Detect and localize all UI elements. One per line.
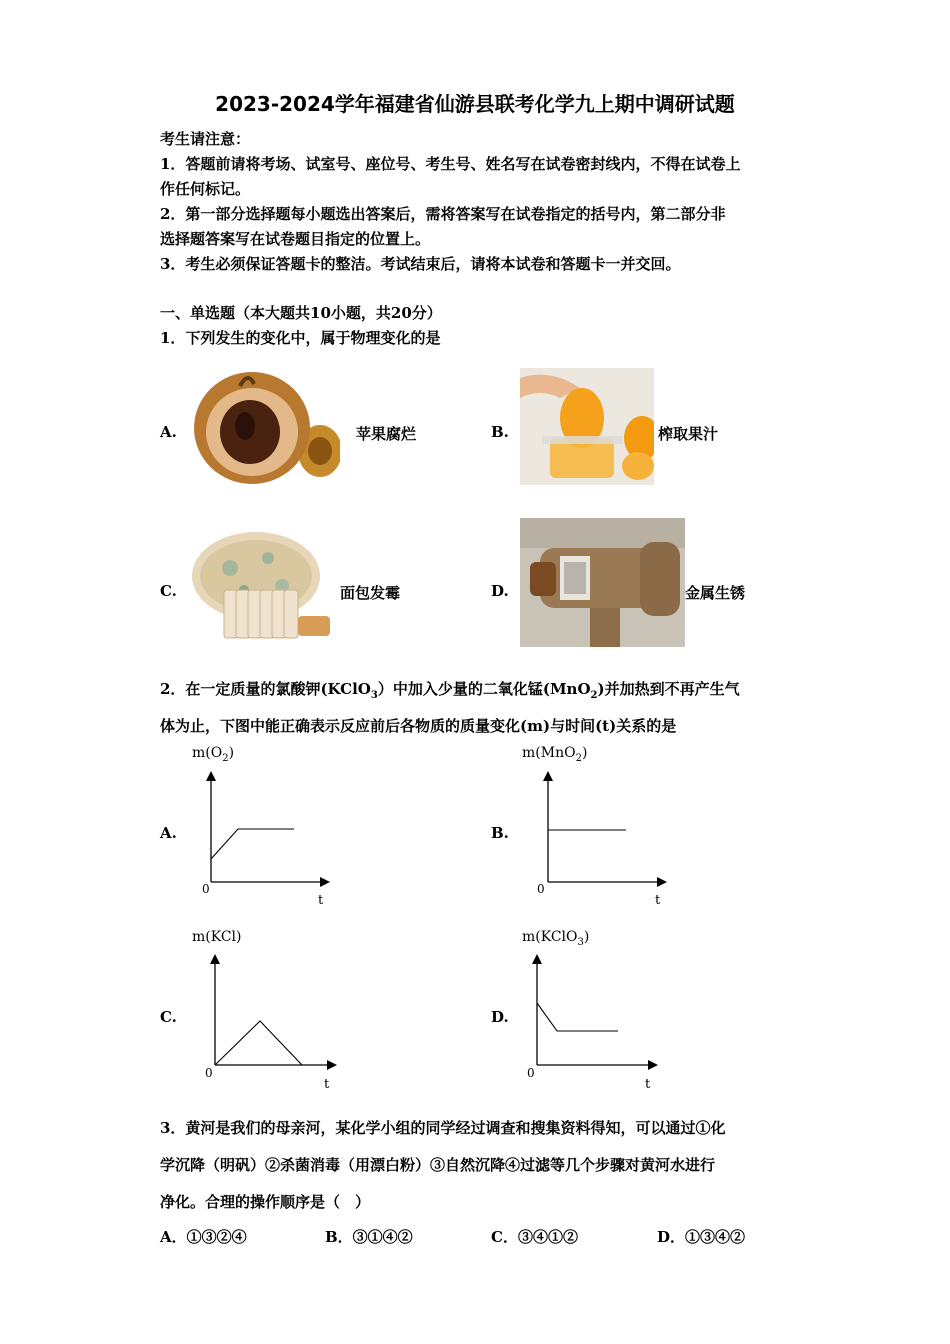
graph-c-x-arrow bbox=[327, 1060, 337, 1070]
graph-d-x-arrow bbox=[648, 1060, 658, 1070]
q3-choice-d: D．①③④② bbox=[657, 1228, 746, 1246]
graph-d-ylabel bbox=[522, 929, 589, 948]
graph-b-ylabel-close: ) bbox=[581, 745, 588, 761]
graph-d-ylabel-sub: 3 bbox=[577, 936, 584, 948]
graph-b-ylabel bbox=[522, 745, 587, 764]
page-title: 2023-2024学年福建省仙游县联考化学九上期中调研试题 bbox=[215, 92, 735, 116]
graph-d-origin: 0 bbox=[527, 1066, 535, 1080]
q1-option-c-letter: C. bbox=[160, 582, 177, 600]
graph-c bbox=[204, 948, 344, 1073]
q2-stem-part: )并加热到不再产生气 bbox=[597, 680, 740, 698]
q2-stem-line-2: 体为止，下图中能正确表示反应前后各物质的质量变化(m)与时间(t)关系的是 bbox=[160, 717, 677, 735]
graph-b-y-arrow bbox=[543, 771, 553, 781]
q2-option-c-letter: C. bbox=[160, 1008, 177, 1026]
notice-line-1a: 1．答题前请将考场、试室号、座位号、考生号、姓名写在试卷密封线内，不得在试卷上 bbox=[160, 155, 741, 173]
graph-d-ylabel-text: m(KClO bbox=[522, 929, 578, 945]
q3-choice-b: B．③①④② bbox=[325, 1228, 413, 1246]
rusty-metal-image bbox=[520, 518, 685, 647]
q3-choice-c: C．③④①② bbox=[491, 1228, 578, 1246]
notice-line-2a: 2．第一部分选择题每小题选出答案后，需将答案写在试卷指定的括号内，第二部分非 bbox=[160, 205, 726, 223]
graph-d bbox=[526, 948, 666, 1073]
graph-b-ylabel-text: m(MnO bbox=[522, 745, 576, 761]
juicer-image bbox=[520, 368, 654, 485]
q3-choice-a: A．①③②④ bbox=[160, 1228, 247, 1246]
graph-a-ylabel-sub: 2 bbox=[222, 752, 229, 764]
q2-stem-line-1 bbox=[160, 678, 740, 701]
q3-stem-line-3: 净化。合理的操作顺序是（ ） bbox=[160, 1193, 371, 1211]
graph-c-xlabel: t bbox=[324, 1077, 330, 1092]
q3-stem-line-1: 3．黄河是我们的母亲河，某化学小组的同学经过调查和搜集资料得知，可以通过①化 bbox=[160, 1119, 726, 1137]
moldy-bread-image bbox=[190, 528, 333, 644]
q1-option-d-letter: D. bbox=[491, 582, 509, 600]
notice-line-1b: 作任何标记。 bbox=[160, 180, 251, 198]
notice-heading: 考生请注意： bbox=[160, 130, 251, 148]
graph-c-line bbox=[215, 1021, 302, 1065]
q2-stem-sub: 3 bbox=[370, 690, 378, 701]
q1-option-a-letter: A. bbox=[160, 423, 177, 441]
graph-a-origin: 0 bbox=[202, 882, 210, 896]
q2-option-d-letter: D. bbox=[491, 1008, 509, 1026]
q2-stem-part: ）中加入少量的二氧化锰(MnO bbox=[377, 680, 591, 698]
q2-option-a-letter: A. bbox=[160, 824, 177, 842]
graph-b-xlabel: t bbox=[655, 893, 661, 908]
q1-option-a-caption: 苹果腐烂 bbox=[356, 425, 417, 443]
graph-a-x-arrow bbox=[320, 877, 330, 887]
q2-stem-part: 2．在一定质量的氯酸钾(KClO bbox=[160, 680, 371, 698]
graph-c-y-arrow bbox=[210, 954, 220, 964]
graph-a-line bbox=[211, 829, 294, 859]
graph-d-xlabel: t bbox=[645, 1077, 651, 1092]
graph-a-ylabel bbox=[192, 745, 234, 764]
q1-option-b-letter: B. bbox=[491, 423, 509, 441]
graph-b-origin: 0 bbox=[537, 882, 545, 896]
graph-c-ylabel bbox=[192, 929, 241, 945]
graph-d-line bbox=[537, 1003, 618, 1031]
rotten-apple-image bbox=[190, 366, 340, 486]
q1-option-b-caption: 榨取果汁 bbox=[658, 425, 719, 443]
graph-d-ylabel-close: ) bbox=[583, 929, 590, 945]
graph-a-y-arrow bbox=[206, 771, 216, 781]
graph-b-x-arrow bbox=[657, 877, 667, 887]
graph-d-y-arrow bbox=[532, 954, 542, 964]
q2-stem-sub: 2 bbox=[590, 690, 598, 701]
graph-a bbox=[200, 765, 335, 890]
q2-option-b-letter: B. bbox=[491, 824, 509, 842]
graph-c-origin: 0 bbox=[205, 1066, 213, 1080]
q1-option-d-caption: 金属生锈 bbox=[685, 584, 746, 602]
section-heading: 一、单选题（本大题共10小题，共20分） bbox=[160, 304, 442, 322]
graph-a-ylabel-text: m(O bbox=[192, 745, 223, 761]
graph-c-ylabel-text: m(KCl) bbox=[192, 929, 242, 945]
q3-stem-line-2: 学沉降（明矾）②杀菌消毒（用漂白粉）③自然沉降④过滤等几个步骤对黄河水进行 bbox=[160, 1156, 716, 1174]
graph-b-ylabel-sub: 2 bbox=[575, 752, 582, 764]
graph-a-xlabel: t bbox=[318, 893, 324, 908]
q1-stem: 1．下列发生的变化中，属于物理变化的是 bbox=[160, 329, 441, 347]
graph-b bbox=[537, 765, 672, 890]
q1-option-c-caption: 面包发霉 bbox=[340, 584, 401, 602]
notice-line-2b: 选择题答案写在试卷题目指定的位置上。 bbox=[160, 230, 431, 248]
graph-a-ylabel-close: ) bbox=[228, 745, 235, 761]
notice-line-3: 3．考生必须保证答题卡的整洁。考试结束后，请将本试卷和答题卡一并交回。 bbox=[160, 255, 681, 273]
